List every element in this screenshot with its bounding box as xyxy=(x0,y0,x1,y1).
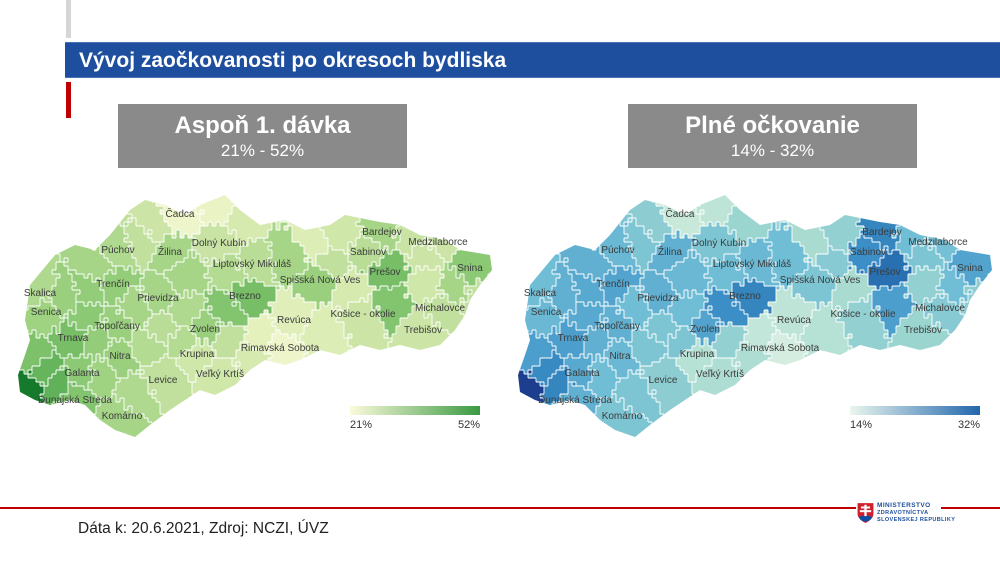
district-label: Komárno xyxy=(101,411,143,422)
district-label: Púchov xyxy=(601,245,635,256)
footer-red-rule-left xyxy=(0,507,856,509)
district-label: Michalovce xyxy=(414,303,466,314)
map-header-full xyxy=(628,104,917,168)
ministry-logo xyxy=(857,501,955,530)
district-label: Nitra xyxy=(109,351,131,362)
ministry-logo-line1: MINISTERSTVO xyxy=(877,502,931,509)
district-label: Žilina xyxy=(158,247,182,258)
district-label: Bardejov xyxy=(862,227,902,238)
map-header-full-range: 14% - 32% xyxy=(730,140,815,160)
district-label: Veľký Krtíš xyxy=(196,369,244,380)
district-label: Prievidza xyxy=(137,293,179,304)
district-label: Košice - okolie xyxy=(330,309,396,320)
ministry-logo-text xyxy=(877,501,955,530)
district-label: Nitra xyxy=(609,351,631,362)
district-label: Trebišov xyxy=(904,325,942,336)
legend-min-label: 21% xyxy=(350,419,373,431)
district-label: Zvolen xyxy=(689,324,721,335)
ministry-coat-of-arms-icon xyxy=(857,501,874,530)
district-label: Krupina xyxy=(179,349,215,360)
district-label: Dunajská Streda xyxy=(38,395,112,406)
legend-max-label: 32% xyxy=(957,419,980,431)
district-label: Brezno xyxy=(729,291,761,302)
district-region xyxy=(960,274,1000,399)
district-label: Prešov xyxy=(869,267,901,278)
district-label: Veľký Krtíš xyxy=(696,369,744,380)
district-label: Senica xyxy=(530,307,562,318)
district-label: Rimavská Sobota xyxy=(240,343,320,354)
district-label: Revúca xyxy=(777,315,811,326)
district-label: Dolný Kubín xyxy=(691,238,747,249)
district-label: Revúca xyxy=(277,315,311,326)
choropleth-map-full xyxy=(500,190,1000,450)
district-label: Galanta xyxy=(564,368,600,379)
district-label: Snina xyxy=(457,263,483,274)
district-label: Medzilaborce xyxy=(408,237,468,248)
choropleth-map-dose1 xyxy=(0,190,500,450)
legend-max-label: 52% xyxy=(457,419,480,431)
district-region xyxy=(460,274,500,399)
district-label: Spišská Nová Ves xyxy=(279,275,361,286)
district-label: Liptovský Mikuláš xyxy=(712,259,792,270)
district-label: Sabinov xyxy=(849,247,887,258)
district-label: Prešov xyxy=(369,267,401,278)
title-bar xyxy=(65,42,1000,78)
district-label: Košice - okolie xyxy=(830,309,896,320)
district-label: Brezno xyxy=(229,291,261,302)
legend-gradient-bar xyxy=(350,406,480,415)
data-source-note: Dáta k: 20.6.2021, Zdroj: NCZI, ÚVZ xyxy=(78,520,329,537)
district-label: Krupina xyxy=(679,349,715,360)
district-label: Komárno xyxy=(601,411,643,422)
page-title: Vývoj zaočkovanosti po okresoch bydliska xyxy=(79,49,507,72)
district-label: Trenčín xyxy=(96,279,130,290)
district-label: Čadca xyxy=(165,209,195,220)
map-header-dose1 xyxy=(118,104,407,168)
district-label: Levice xyxy=(148,375,178,386)
map-header-dose1-title: Aspoň 1. dávka xyxy=(174,111,351,139)
district-label: Zvolen xyxy=(189,324,221,335)
district-label: Bardejov xyxy=(362,227,402,238)
map-header-dose1-range: 21% - 52% xyxy=(220,140,305,160)
district-label: Dunajská Streda xyxy=(538,395,612,406)
legend-gradient-bar xyxy=(850,406,980,415)
district-label: Trenčín xyxy=(596,279,630,290)
top-accent-gray-bar xyxy=(66,0,71,38)
district-label: Žilina xyxy=(658,247,682,258)
district-label: Liptovský Mikuláš xyxy=(212,259,292,270)
district-label: Trnava xyxy=(57,333,89,344)
district-label: Medzilaborce xyxy=(908,237,968,248)
legend-min-label: 14% xyxy=(850,419,873,431)
district-label: Topoľčany xyxy=(94,321,140,332)
district-label: Prievidza xyxy=(637,293,679,304)
district-label: Dolný Kubín xyxy=(191,238,247,249)
district-label: Spišská Nová Ves xyxy=(779,275,861,286)
district-label: Čadca xyxy=(665,209,695,220)
map-header-full-title: Plné očkovanie xyxy=(685,111,860,139)
district-label: Levice xyxy=(648,375,678,386)
district-label: Skalica xyxy=(523,288,557,299)
district-label: Michalovce xyxy=(914,303,966,314)
ministry-logo-line3: SLOVENSKEJ REPUBLIKY xyxy=(877,517,956,523)
district-label: Galanta xyxy=(64,368,100,379)
district-label: Sabinov xyxy=(349,247,387,258)
district-label: Trnava xyxy=(557,333,589,344)
district-label: Púchov xyxy=(101,245,135,256)
ministry-logo-line2: ZDRAVOTNÍCTVA xyxy=(877,510,929,516)
district-label: Skalica xyxy=(23,288,57,299)
district-label: Rimavská Sobota xyxy=(740,343,820,354)
district-label: Snina xyxy=(957,263,983,274)
district-label: Senica xyxy=(30,307,62,318)
district-label: Trebišov xyxy=(404,325,442,336)
district-label: Topoľčany xyxy=(594,321,640,332)
title-accent-red-bar xyxy=(66,82,71,118)
